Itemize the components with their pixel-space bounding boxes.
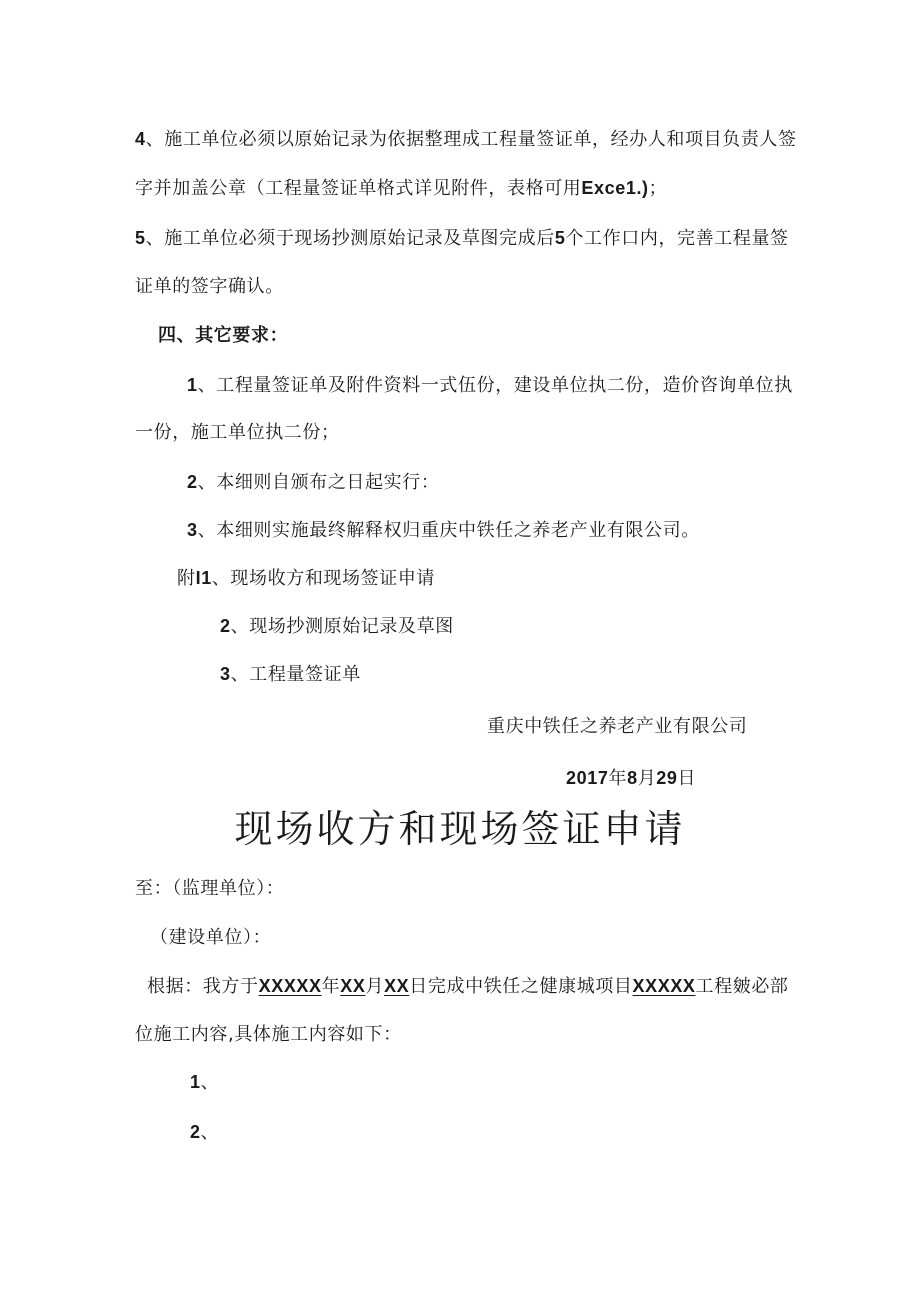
requirement-1-number: 1: [187, 375, 198, 395]
attachment-3-number: 3: [220, 664, 231, 684]
attachment-1-text: 、现场收方和现场签证申请: [211, 568, 436, 589]
clause-4-number: 4: [135, 129, 146, 149]
clause-5-line-2: [135, 275, 284, 299]
date-year-unit: 年: [608, 768, 628, 789]
attachment-3-text: 、工程量签证单: [230, 664, 361, 685]
attachment-3: [220, 662, 361, 687]
requirement-2: [187, 470, 439, 495]
clause-5-days: 5: [554, 228, 566, 248]
month-unit: 月: [365, 976, 385, 997]
date-day-unit: 日: [677, 768, 697, 789]
clause-5-text-cont: 证单的签字确认。: [135, 276, 284, 297]
attachment-prefix: 附: [177, 568, 196, 589]
requirement-2-number: 2: [187, 472, 198, 492]
section-heading-text: 四、其它要求：: [158, 325, 289, 346]
requirement-1-text-cont: 一份，施工单位执二份；: [135, 422, 340, 443]
form-cc-text: （建设单位）：: [150, 927, 272, 948]
clause-5-number: 5: [135, 228, 146, 248]
signature-company-text: 重庆中铁任之养老产业有限公司: [487, 716, 748, 737]
date-month-unit: 月: [637, 768, 657, 789]
list-item-2-sep: 、: [200, 1122, 220, 1143]
attachment-1: [177, 566, 435, 591]
attachment-2-text: 、现场抄测原始记录及草图: [230, 616, 454, 637]
clause-5-line-1: [135, 226, 789, 251]
year-unit: 年: [321, 976, 341, 997]
month-placeholder: XX: [340, 976, 366, 996]
section-heading: [158, 324, 288, 348]
project-placeholder: XXXXX: [632, 976, 696, 996]
clause-4-line-1: [135, 127, 797, 152]
form-to-text: 至：（监理单位）：: [135, 878, 285, 899]
day-placeholder: XX: [384, 976, 410, 996]
requirement-3-number: 3: [187, 520, 198, 540]
form-basis-line-2: [135, 1023, 402, 1047]
form-basis-line-1: [147, 974, 789, 999]
excel-label: Exce1.): [581, 178, 649, 198]
form-title: [0, 806, 920, 852]
year-placeholder: XXXXX: [258, 976, 322, 996]
attachment-2-number: 2: [220, 616, 231, 636]
basis-tail: 工程皴必部: [695, 976, 789, 997]
requirement-1-line-2: [135, 421, 340, 445]
requirement-1-text: 、工程量签证单及附件资料一式伍份，建设单位执二份，造价咨询单位执: [197, 375, 793, 396]
form-list-item-1: [190, 1070, 219, 1095]
basis-label: 根据：我方于: [147, 976, 259, 997]
requirement-2-text: 、本细则自颁布之日起实行：: [197, 472, 440, 493]
form-title-text: 现场收方和现场签证申请: [234, 807, 686, 851]
list-item-2-number: 2: [190, 1122, 201, 1142]
clause-5-text: 、施工单位必须于现场抄测原始记录及草图完成后: [145, 228, 555, 249]
clause-4-end: ；: [648, 178, 668, 199]
basis-cont: 位施工内容,具体施工内容如下：: [135, 1024, 402, 1045]
requirement-3: [187, 518, 700, 543]
date-month: 8: [627, 768, 638, 788]
requirement-1-line-1: [187, 373, 793, 398]
clause-4-text-cont: 字并加盖公章（工程量签证单格式详见附件，表格可用: [135, 178, 582, 199]
signature-company: [487, 715, 747, 739]
form-list-item-2: [190, 1120, 219, 1145]
requirement-3-text: 、本细则实施最终解释权归重庆中铁任之养老产业有限公司。: [197, 520, 700, 541]
signature-date: [566, 766, 696, 791]
list-item-1-number: 1: [190, 1072, 201, 1092]
clause-5-text-b: 个工作口内，完善工程量签: [565, 228, 789, 249]
date-year: 2017: [566, 768, 609, 788]
list-item-1-sep: 、: [200, 1072, 220, 1093]
clause-4-line-2: [135, 176, 667, 201]
form-cc-line: [150, 926, 271, 950]
clause-4-text: 、施工单位必须以原始记录为依据整理成工程量签证单，经办人和项目负责人签: [145, 129, 797, 150]
date-day: 29: [656, 768, 678, 788]
attachment-1-number: I1: [195, 568, 212, 588]
basis-mid: 日完成中铁任之健康城项目: [409, 976, 633, 997]
attachment-2: [220, 614, 454, 639]
form-to-line: [135, 877, 284, 901]
